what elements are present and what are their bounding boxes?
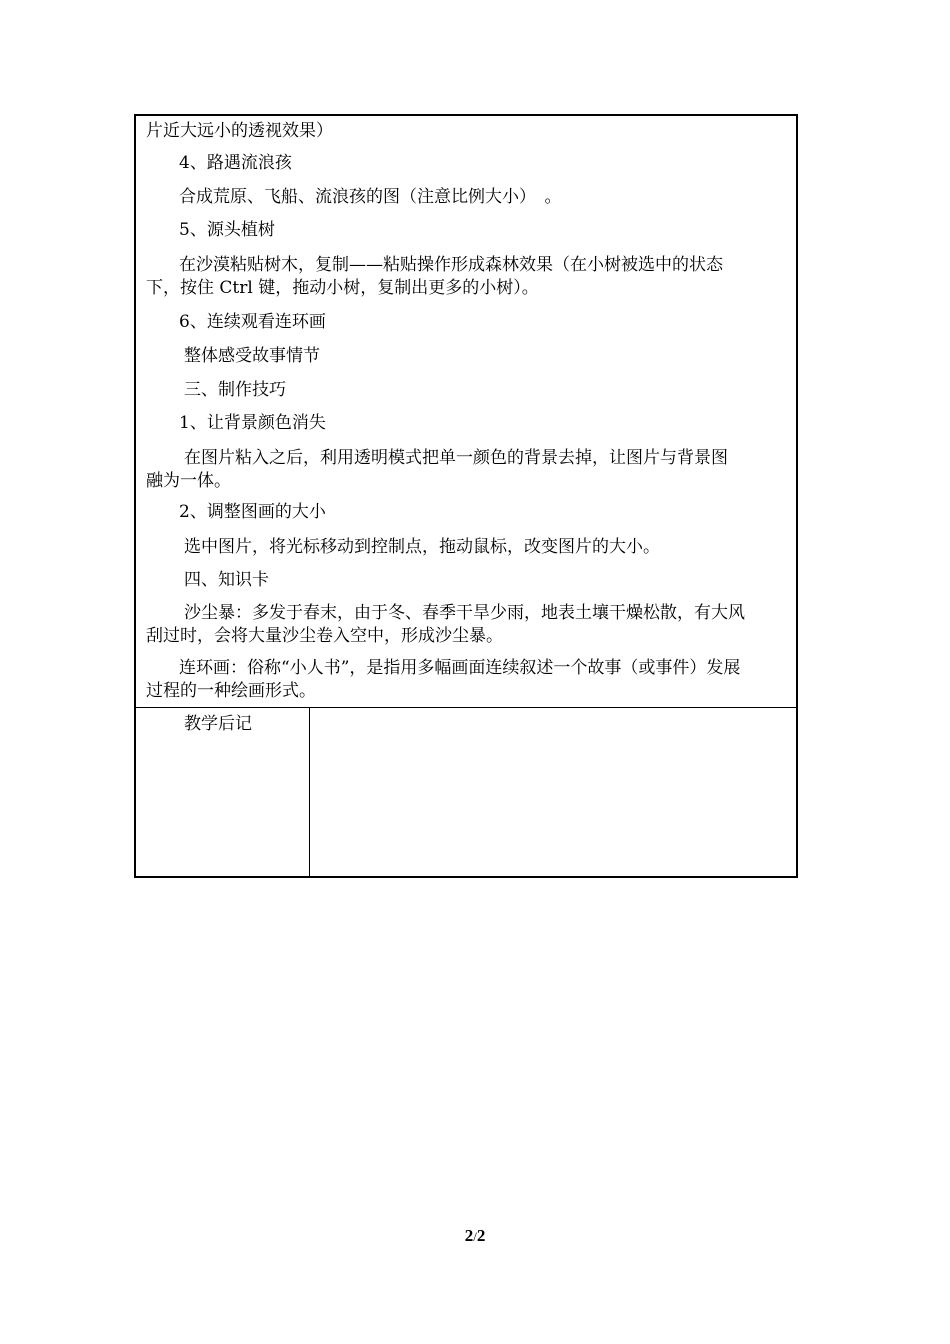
step-heading: 5、源头植树 [179, 220, 275, 240]
page-number [0, 1226, 950, 1246]
step-heading: 1、让背景颜色消失 [179, 413, 326, 433]
notes-body-cell [310, 708, 796, 876]
section-heading: 三、制作技巧 [184, 380, 286, 400]
step-heading: 6、连续观看连环画 [179, 312, 326, 332]
text-line: 下，按住 Ctrl 键，拖动小树，复制出更多的小树）。 [146, 278, 539, 298]
text-line: 过程的一种绘画形式。 [146, 681, 316, 701]
text-line: 片近大远小的透视效果） [146, 121, 333, 141]
lesson-content-cell [136, 116, 796, 708]
teaching-notes-row [136, 708, 796, 876]
step-heading: 4、路遇流浪孩 [179, 153, 292, 173]
total-pages: 2 [476, 1226, 486, 1245]
notes-label-cell [136, 708, 310, 876]
step-heading: 2、调整图画的大小 [179, 502, 326, 522]
text-line: 合成荒原、飞船、流浪孩的图（注意比例大小） 。 [179, 187, 562, 207]
notes-label: 教学后记 [184, 714, 252, 734]
text-line: 整体感受故事情节 [184, 346, 320, 366]
section-heading: 四、知识卡 [184, 570, 269, 590]
page-separator: / [473, 1229, 477, 1244]
text-line: 融为一体。 [146, 471, 231, 491]
text-line: 在图片粘入之后，利用透明模式把单一颜色的背景去掉，让图片与背景图 [184, 448, 728, 468]
text-line: 刮过时，会将大量沙尘卷入空中，形成沙尘暴。 [146, 626, 503, 646]
lesson-table [134, 114, 798, 878]
current-page: 2 [464, 1226, 474, 1245]
text-line: 在沙漠粘贴树木，复制——粘贴操作形成森林效果（在小树被选中的状态 [179, 255, 723, 275]
text-line: 连环画：俗称“小人书”，是指用多幅画面连续叙述一个故事（或事件）发展 [179, 658, 741, 678]
text-line: 沙尘暴：多发于春末，由于冬、春季干旱少雨，地表土壤干燥松散，有大风 [184, 603, 745, 623]
text-line: 选中图片，将光标移动到控制点，拖动鼠标，改变图片的大小。 [184, 537, 660, 557]
